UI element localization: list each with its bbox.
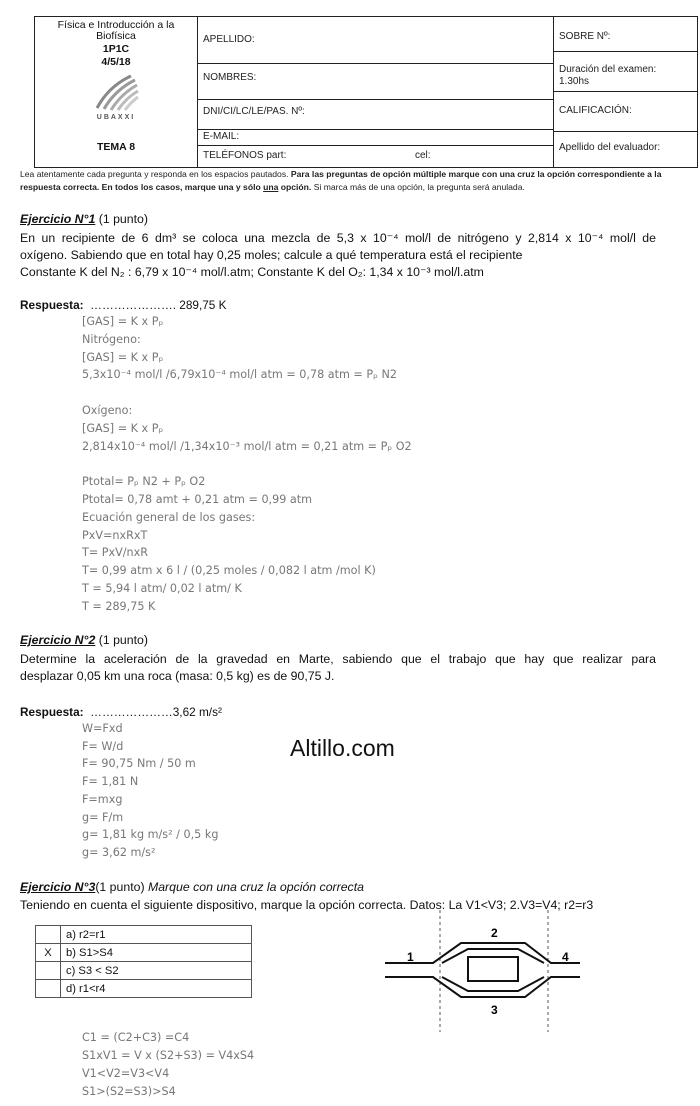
- ex2-answer: Respuesta: …………………3,62 m/s²: [20, 705, 222, 719]
- ex3-work-line: V1<V2=V3<V4: [82, 1067, 170, 1080]
- watermark: Altillo.com: [290, 735, 395, 761]
- ex2-statement-line2: desplazar 0,05 km una roca (masa: 0,5 kg) es de 90,75 J.: [20, 669, 335, 683]
- ex3-work-line: C1 = (C2+C3) =C4: [82, 1031, 190, 1044]
- ex1-work-line: [GAS] = K x Pₚ: [82, 421, 164, 435]
- option-row: [36, 926, 252, 944]
- ex1-statement-line2: oxígeno. Sabiendo que en total hay 0,25 moles; calcule a qué temperatura está el recipiente: [20, 248, 523, 262]
- ex1-work-line: T = 5,94 l atm/ 0,02 l atm/ K: [82, 582, 242, 595]
- email-field[interactable]: E-MAIL:: [203, 131, 240, 142]
- tema-label: TEMA 8: [96, 141, 136, 153]
- ex2-work-line: F= 90,75 Nm / 50 m: [82, 757, 196, 771]
- option-text: b) S1>S4: [61, 944, 252, 962]
- ex3-work-line: S1>(S2=S3)>S4: [82, 1085, 176, 1098]
- ex1-work-line: Oxígeno:: [82, 404, 133, 417]
- exam-date: 4/5/18: [101, 56, 131, 68]
- telefonos-field[interactable]: TELÉFONOS part:: [203, 150, 287, 161]
- option-mark[interactable]: [36, 980, 61, 998]
- duracion-value: 1.30hs: [559, 76, 590, 87]
- calificacion-field[interactable]: CALIFICACIÓN:: [559, 105, 632, 116]
- option-text: d) r1<r4: [61, 980, 252, 998]
- ex1-statement-line3: Constante K del N₂ : 6,79 x 10⁻⁴ mol/l.atm; Constante K del O₂: 1,34 x 10⁻³ mol/l.atm: [20, 265, 484, 279]
- ex1-work-line: 2,814x10⁻⁴ mol/l /1,34x10⁻³ mol/l atm = 0,21 atm = Pₚ O2: [82, 439, 412, 453]
- ex1-work-line: PxV=nxRxT: [82, 528, 148, 542]
- instructions: Lea atentamente cada pregunta y responda en los espacios pautados. Para las preguntas de opción múltiple marque con una cruz la opción correspondiente a la respuesta correcta. En todos los casos, marque una y sólo una opción. Si marca más de una opción, la pregunta será anulada.: [20, 169, 662, 192]
- option-row: [36, 962, 252, 980]
- diagram-label-4: 4: [562, 950, 569, 964]
- course-name-line2: Biofísica: [96, 30, 136, 42]
- cel-field[interactable]: cel:: [415, 150, 431, 161]
- option-text: a) r2=r1: [61, 926, 252, 944]
- ex1-statement-line1: En un recipiente de 6 dm³ se coloca una mezcla de 5,3 x 10⁻⁴ mol/l de nitrógeno y 2,814 x 10⁻⁴ mol/l de: [20, 231, 656, 245]
- ex1-work-line: Ecuación general de los gases:: [82, 510, 256, 524]
- option-text: c) S3 < S2: [61, 962, 252, 980]
- ex2-statement-line1: Determine la aceleración de la gravedad en Marte, sabiendo que el trabajo que hay que realizar para: [20, 652, 656, 666]
- ex1-answer: Respuesta: …………………. 289,75 K: [20, 298, 227, 312]
- diagram-label-1: 1: [407, 950, 414, 964]
- ex1-work-line: [GAS] = K x Pₚ: [82, 350, 164, 364]
- ex1-work-line: 5,3x10⁻⁴ mol/l /6,79x10⁻⁴ mol/l atm = 0,78 atm = Pₚ N2: [82, 368, 397, 382]
- ex2-heading: Ejercicio N°2 (1 punto): [20, 633, 148, 647]
- diagram-label-3: 3: [491, 1003, 498, 1017]
- ex2-work-line: g= F/m: [82, 810, 124, 824]
- ex2-work-line: g= 3,62 m/s²: [82, 845, 156, 859]
- diagram-label-2: 2: [491, 926, 498, 940]
- ex2-work-line: W=Fxd: [82, 722, 123, 735]
- option-mark[interactable]: [36, 962, 61, 980]
- logo-text: UBAXXI: [96, 114, 136, 121]
- ex1-work-line: Ptotal= 0,78 amt + 0,21 atm = 0,99 atm: [82, 493, 313, 506]
- apellido-field[interactable]: APELLIDO:: [203, 34, 255, 45]
- ubaxxi-logo-icon: [91, 74, 139, 112]
- course-code: 1P1C: [102, 43, 130, 55]
- ex1-work-line: Nitrógeno:: [82, 332, 141, 346]
- option-row: [36, 944, 252, 962]
- option-row: [36, 980, 252, 998]
- option-mark[interactable]: [36, 926, 61, 944]
- option-mark[interactable]: X: [36, 944, 61, 962]
- ex3-work-line: S1xV1 = V x (S2+S3) = V4xS4: [82, 1049, 255, 1062]
- ex3-statement: Teniendo en cuenta el siguiente dispositivo, marque la opción correcta. Datos: La V1<V3; 2.V3=V4; r2=r3: [20, 898, 594, 912]
- ex2-work-line: g= 1,81 kg m/s² / 0,5 kg: [82, 828, 219, 842]
- sobre-field[interactable]: SOBRE Nº:: [559, 31, 611, 42]
- ex1-work-line: T = 289,75 K: [82, 599, 156, 613]
- ex1-work-line: [GAS] = K x Pₚ: [82, 315, 164, 328]
- options-table: [35, 925, 252, 998]
- duracion-label: Duración del examen:: [559, 64, 657, 75]
- dni-field[interactable]: DNI/CI/LC/LE/PAS. Nº:: [203, 106, 305, 117]
- ex3-heading: Ejercicio N°3(1 punto) Marque con una cruz la opción correcta: [20, 880, 364, 894]
- pipe-diagram: [385, 910, 585, 1035]
- ex1-work-line: T= 0,99 atm x 6 l / (0,25 moles / 0,082 l atm /mol K): [82, 564, 376, 578]
- ex1-work-line: T= PxV/nxR: [82, 546, 149, 560]
- ex1-work-line: Ptotal= Pₚ N2 + Pₚ O2: [82, 475, 206, 489]
- ex2-work-line: F=mxg: [82, 792, 123, 806]
- ex2-work-line: F= 1,81 N: [82, 775, 139, 789]
- nombres-field[interactable]: NOMBRES:: [203, 72, 257, 83]
- exam-header: [34, 16, 698, 168]
- ex1-heading: Ejercicio N°1 (1 punto): [20, 212, 148, 226]
- evaluador-field[interactable]: Apellido del evaluador:: [559, 142, 661, 153]
- course-name-line1: Física e Introducción a la: [57, 19, 175, 31]
- ex2-work-line: F= W/d: [82, 739, 124, 753]
